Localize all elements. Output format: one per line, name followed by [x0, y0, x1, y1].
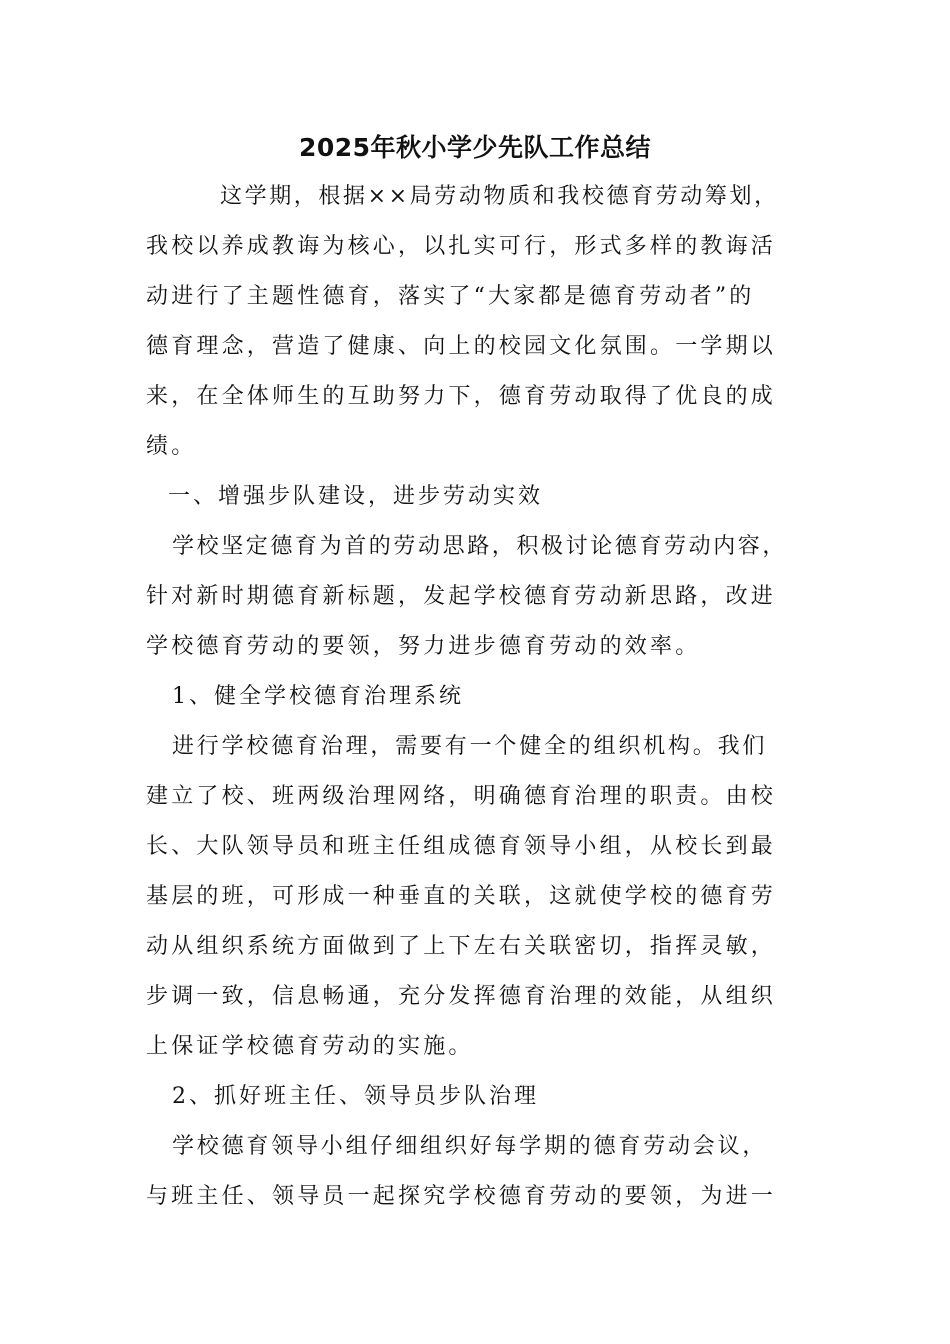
- paragraph-line: 学校坚定德育为首的劳动思路，积极讨论德育劳动内容，: [172, 534, 788, 559]
- paragraph-line: 长、大队领导员和班主任组成德育领导小组，从校长到最: [146, 834, 777, 859]
- paragraph-line: 我校以养成教诲为核心，以扎实可行，形式多样的教诲活: [146, 234, 777, 259]
- paragraph-line: 与班主任、领导员一起探究学校德育劳动的要领，为进一: [146, 1184, 777, 1209]
- paragraph-line: 动从组织系统方面做到了上下左右关联密切，指挥灵敏，: [146, 934, 777, 959]
- paragraph-line: 学校德育劳动的要领，努力进步德育劳动的效率。: [146, 634, 701, 659]
- section-heading: 一、增强步队建设，进步劳动实效: [168, 484, 544, 509]
- paragraph-line: 动进行了主题性德育，落实了“大家都是德育劳动者”的: [146, 284, 755, 309]
- paragraph-line: 进行学校德育治理，需要有一个健全的组织机构。我们: [172, 734, 768, 759]
- subsection-heading: 1、健全学校德育治理系统: [172, 684, 464, 709]
- paragraph-line: 学校德育领导小组仔细组织好每学期的德育劳动会议，: [172, 1134, 768, 1159]
- paragraph-line: 这学期，根据××局劳动物质和我校德育劳动筹划，: [220, 184, 779, 209]
- paragraph-line: 德育理念，营造了健康、向上的校园文化氛围。一学期以: [146, 334, 777, 359]
- paragraph-line: 绩。: [146, 434, 197, 459]
- paragraph-line: 来，在全体师生的互助努力下，德育劳动取得了优良的成: [146, 384, 777, 409]
- paragraph-line: 针对新时期德育新标题，发起学校德育劳动新思路，改进: [146, 584, 777, 609]
- paragraph-line: 基层的班，可形成一种垂直的关联，这就使学校的德育劳: [146, 884, 777, 909]
- paragraph-line: 上保证学校德育劳动的实施。: [146, 1034, 474, 1059]
- subsection-heading: 2、抓好班主任、领导员步队治理: [172, 1084, 539, 1109]
- paragraph-line: 建立了校、班两级治理网络，明确德育治理的职责。由校: [146, 784, 777, 809]
- paragraph-line: 步调一致，信息畅通，充分发挥德育治理的效能，从组织: [146, 984, 777, 1009]
- document-title: 2025年秋小学少先队工作总结: [298, 133, 652, 162]
